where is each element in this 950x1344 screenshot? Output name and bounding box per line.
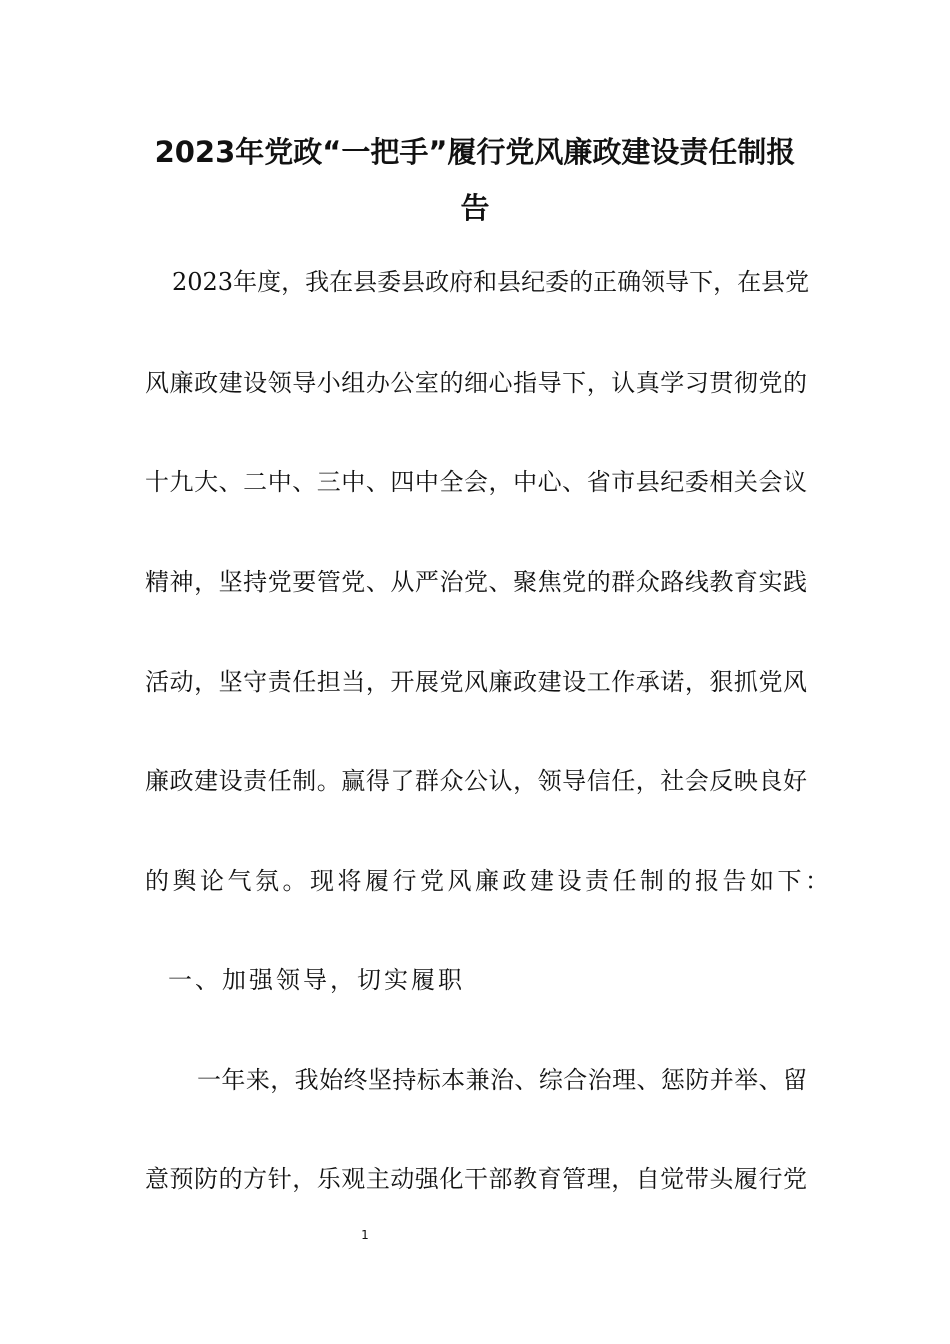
paragraph-2-line-1: 一年来，我始终坚持标本兼治、综合治理、惩防并举、留 — [197, 1066, 807, 1094]
paragraph-1-line-3: 十九大、二中、三中、四中全会，中心、省市县纪委相关会议 — [145, 468, 807, 496]
document-title-line-2: 告 — [460, 191, 490, 225]
paragraph-1-line-4: 精神，坚持党要管党、从严治党、聚焦党的群众路线教育实践 — [145, 568, 807, 596]
paragraph-1-line-7: 的舆论气氛。现将履行党风廉政建设责任制的报告如下： — [145, 867, 833, 895]
paragraph-1-line-6: 廉政建设责任制。赢得了群众公认，领导信任，社会反映良好 — [145, 767, 807, 795]
page-number: 1 — [361, 1228, 369, 1242]
paragraph-1-line-2: 风廉政建设领导小组办公室的细心指导下，认真学习贯彻党的 — [145, 369, 807, 397]
section-1-heading: 一、加强领导，切实履职 — [168, 966, 465, 994]
paragraph-2-line-2: 意预防的方针，乐观主动强化干部教育管理，自觉带头履行党 — [145, 1165, 807, 1193]
document-title-line-1: 2023年党政“一把手”履行党风廉政建设责任制报 — [154, 135, 796, 169]
paragraph-1-line-1: 2023年度，我在县委县政府和县纪委的正确领导下，在县党 — [172, 268, 810, 296]
paragraph-1-line-5: 活动，坚守责任担当，开展党风廉政建设工作承诺，狠抓党风 — [145, 668, 807, 696]
